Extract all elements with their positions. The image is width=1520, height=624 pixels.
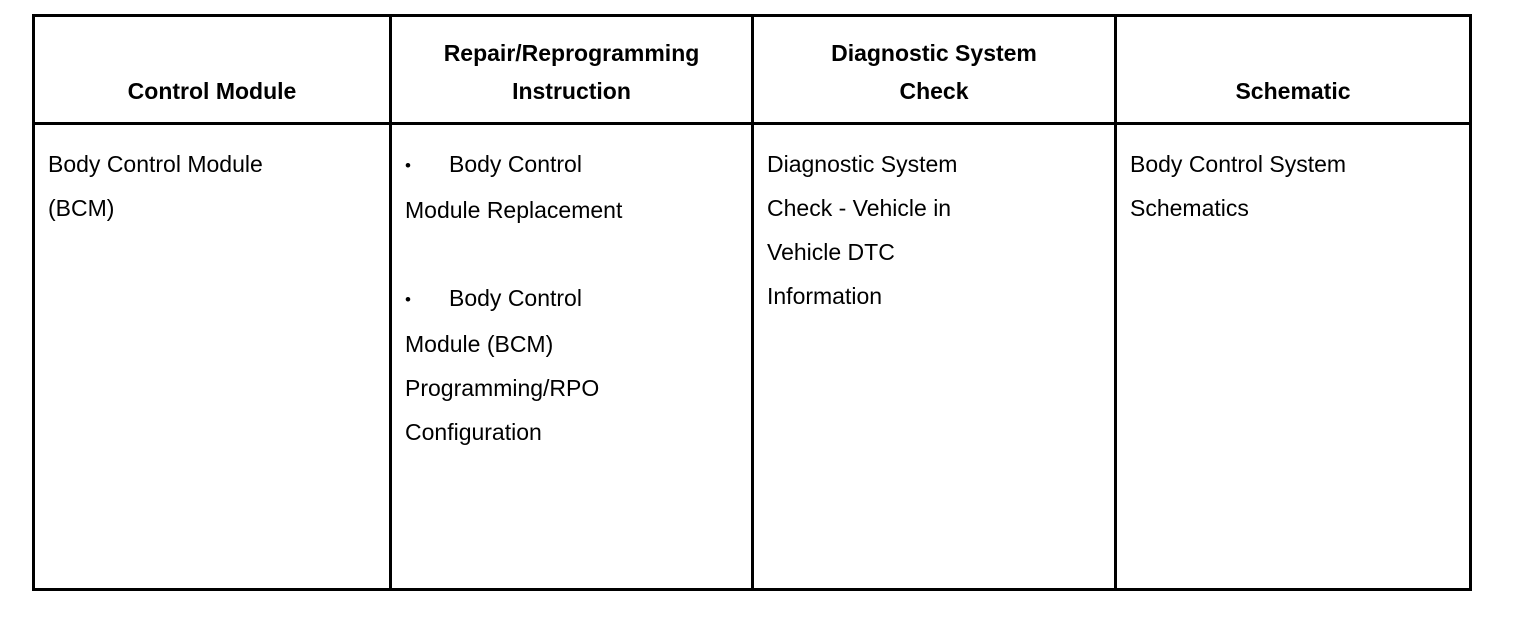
cell-repair-reprogramming-instruction xyxy=(389,125,751,588)
bullet-item-programming-rpo-configuration xyxy=(405,276,737,454)
cell-text-line: Module (BCM) xyxy=(405,331,554,357)
header-line: Check xyxy=(899,78,969,104)
cell-text-line: Diagnostic System xyxy=(767,151,958,177)
cell-text-line: Check - Vehicle in xyxy=(767,195,952,221)
cell-text-line: Schematics xyxy=(1130,195,1249,221)
cell-text-line: Configuration xyxy=(405,419,542,445)
header-line: Control Module xyxy=(127,78,297,104)
cell-text-line: Body Control System xyxy=(1130,151,1347,177)
bullet-icon: • xyxy=(405,290,411,309)
bullet-item-module-replacement xyxy=(405,142,737,232)
column-header-repair-reprogramming-instruction xyxy=(389,17,751,122)
cell-text-line: Programming/RPO xyxy=(405,375,600,401)
cell-text-line xyxy=(405,142,737,188)
cell-schematic xyxy=(1114,125,1469,588)
header-line: Instruction xyxy=(512,78,631,104)
table-row xyxy=(35,125,1469,588)
table-header-row xyxy=(35,17,1469,125)
control-module-table xyxy=(32,14,1472,591)
cell-text-line: (BCM) xyxy=(48,195,115,221)
header-line: Repair/Reprogramming xyxy=(443,40,700,66)
column-header-schematic xyxy=(1114,17,1469,122)
cell-text-line: Information xyxy=(767,283,883,309)
column-header-control-module xyxy=(35,17,389,122)
header-line: Schematic xyxy=(1235,78,1351,104)
cell-diagnostic-system-check xyxy=(751,125,1114,588)
bullet-icon: • xyxy=(405,156,411,175)
cell-control-module xyxy=(35,125,389,588)
cell-text-line: Body Control Module xyxy=(48,151,263,177)
cell-text: Body Control xyxy=(449,151,582,177)
cell-text-line xyxy=(405,276,737,322)
cell-text-line: Vehicle DTC xyxy=(767,239,895,265)
cell-text: Body Control xyxy=(449,285,582,311)
header-line: Diagnostic System xyxy=(831,40,1037,66)
column-header-diagnostic-system-check xyxy=(751,17,1114,122)
cell-text-line: Module Replacement xyxy=(405,197,623,223)
